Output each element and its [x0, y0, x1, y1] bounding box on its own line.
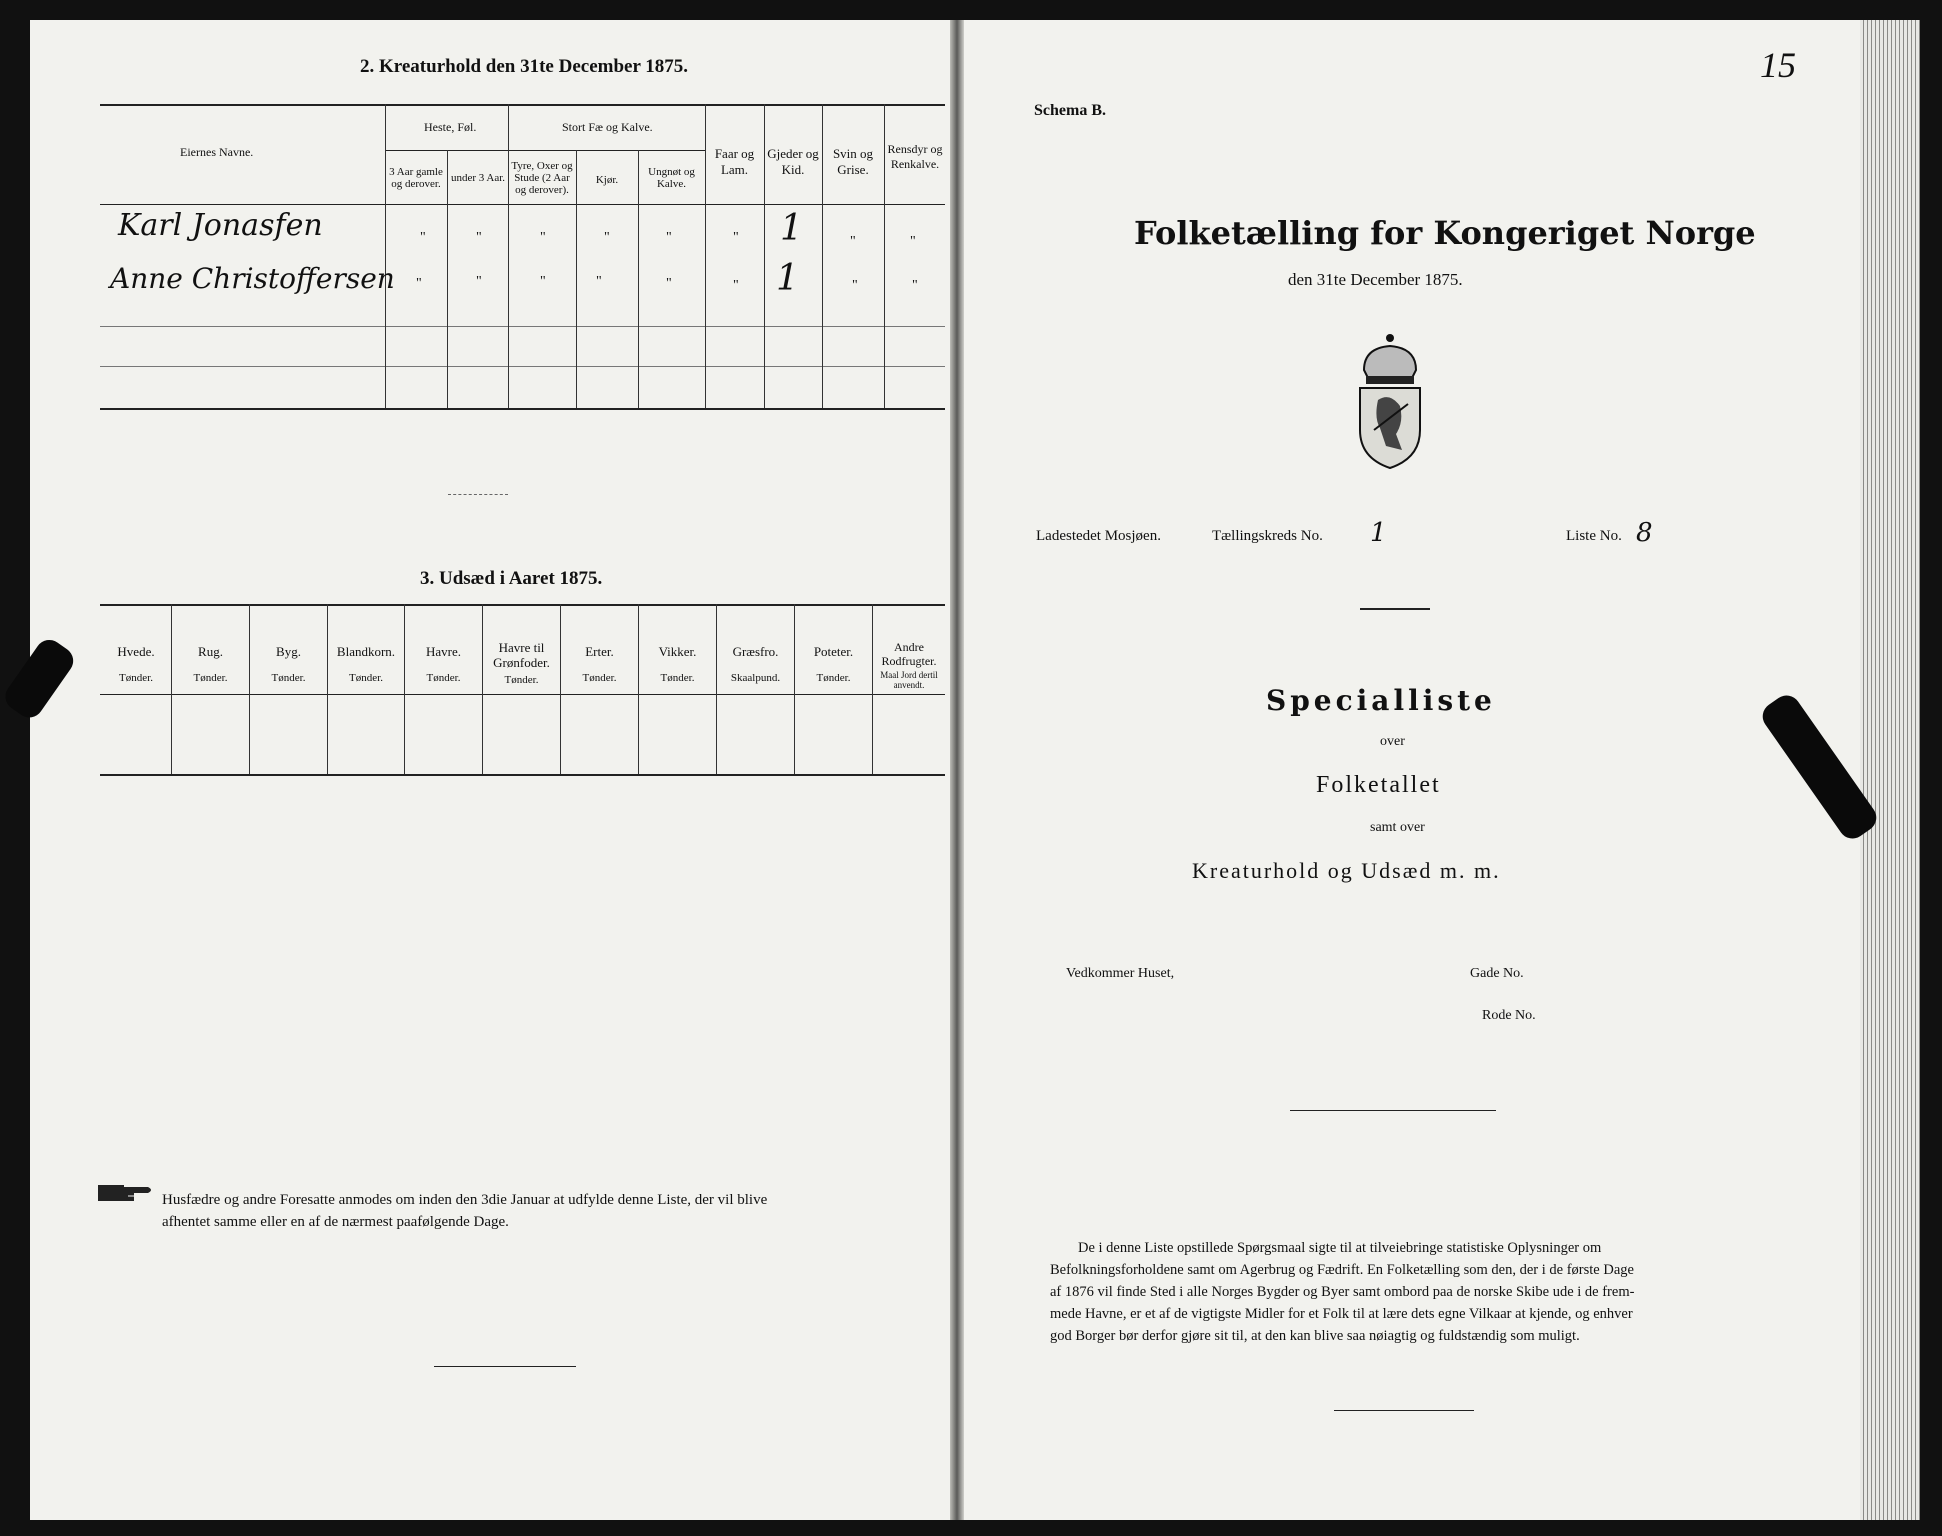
table2-col-divider: [705, 104, 706, 408]
book-spine: [950, 20, 964, 1520]
table3-col-divider: [560, 604, 561, 774]
table3-top-border: [100, 604, 945, 606]
folketallet-label: Folketallet: [1316, 772, 1441, 798]
row1-cell: ": [850, 234, 856, 249]
section3-title: 3. Udsæd i Aaret 1875.: [420, 568, 603, 589]
col-header-svin: Svin og Grise.: [832, 146, 874, 177]
col-header-gjeder: Gjeder og Kid.: [767, 146, 819, 177]
row2-cell: ": [912, 278, 918, 293]
table2-subgroup-line: [385, 150, 705, 151]
table2-col-divider: [385, 104, 386, 408]
kreds-value: 1: [1370, 518, 1387, 548]
udsaed-col-poteter: Poteter.: [813, 644, 854, 659]
row1-cell: ": [733, 230, 739, 245]
table3-col-divider: [872, 604, 873, 774]
right-bottom-rule: [1334, 1410, 1474, 1411]
row2-cell: ": [540, 274, 546, 289]
row2-cell: ": [476, 274, 482, 289]
left-page: [30, 20, 958, 1520]
udsaed-unit: Tønder.: [193, 672, 228, 684]
udsaed-col-andre-rodfrugter: Andre Rodfrugter.: [881, 640, 937, 668]
rode-label: Rode No.: [1482, 1008, 1536, 1023]
udsaed-unit: Tønder.: [660, 672, 695, 684]
table2-col-divider: [576, 150, 577, 408]
table2-col-divider: [508, 104, 509, 408]
census-date: den 31te December 1875.: [1288, 270, 1463, 289]
table2-col-divider: [764, 104, 765, 408]
notice-line-1: Husfædre og andre Foresatte anmodes om inden den 3die Januar at udfylde denne Liste, der vil blive: [162, 1192, 768, 1208]
table3-bottom-border: [100, 774, 945, 776]
schema-label: Schema B.: [1034, 102, 1106, 119]
pointing-hand-icon: [98, 1182, 156, 1204]
row1-cell: ": [604, 230, 610, 245]
faint-separator: [448, 494, 508, 495]
row2-cell: ": [666, 276, 672, 291]
row1-cell: ": [540, 230, 546, 245]
owner-name-1: Karl Jonasfen: [118, 208, 323, 243]
group-header-heste: Heste, Føl.: [424, 120, 477, 134]
udsaed-col-hvede: Hvede.: [117, 644, 155, 659]
col-header-tyre: Tyre, Oxer og Stude (2 Aar og derover).: [511, 160, 573, 196]
group-header-stort-fae: Stort Fæ og Kalve.: [562, 120, 653, 134]
table3-col-divider: [794, 604, 795, 774]
udsaed-unit: Tønder.: [426, 672, 461, 684]
table3-col-divider: [327, 604, 328, 774]
norway-coat-of-arms-icon: [1350, 330, 1430, 470]
row2-gjeder-value: 1: [776, 258, 799, 299]
udsaed-unit: Skaalpund.: [730, 672, 781, 684]
table2-row-line: [100, 326, 945, 327]
table2-col-divider: [447, 150, 448, 408]
right-rule: [1360, 608, 1430, 610]
place-label: Ladestedet Mosjøen.: [1036, 528, 1161, 544]
col-header-faar: Faar og Lam.: [714, 146, 755, 177]
udsaed-col-rug: Rug.: [198, 644, 223, 659]
liste-label: Liste No.: [1566, 528, 1622, 544]
col-header-kjor: Kjør.: [595, 174, 619, 186]
row1-cell: ": [910, 234, 916, 249]
notice-line-2: afhentet samme eller en af de nærmest paafølgende Dage.: [162, 1214, 509, 1230]
udsaed-unit: Tønder.: [349, 672, 383, 684]
table3-col-divider: [171, 604, 172, 774]
info-line-5: god Borger bør derfor gjøre sit til, at den kan blive saa nøiagtig og fuldstændig som muligt.: [1050, 1328, 1580, 1344]
kreaturhold-label: Kreaturhold og Udsæd m. m.: [1192, 858, 1501, 883]
table3-col-divider: [404, 604, 405, 774]
row1-cell: ": [476, 230, 482, 245]
table3-col-divider: [482, 604, 483, 774]
row2-cell: ": [733, 278, 739, 293]
table3-col-divider: [638, 604, 639, 774]
udsaed-col-graesfro: Græsfro.: [732, 644, 779, 659]
info-line-3: af 1876 vil finde Sted i alle Norges Bygder og Byer samt ombord paa de norske Skibe ude i de frem-: [1050, 1284, 1635, 1300]
udsaed-col-byg: Byg.: [276, 644, 301, 659]
table2-top-border: [100, 104, 945, 106]
col-header-rensdyr: Rensdyr og Renkalve.: [887, 142, 943, 171]
census-title: Folketælling for Kongeriget Norge: [1134, 214, 1756, 252]
row2-cell: ": [852, 278, 858, 293]
owner-header: Eiernes Navne.: [180, 145, 254, 159]
udsaed-col-vikker: Vikker.: [658, 644, 697, 659]
udsaed-unit: Tønder.: [504, 674, 539, 686]
col-header-under3: under 3 Aar.: [450, 172, 506, 184]
col-header-3aar: 3 Aar gamle og derover.: [389, 166, 443, 190]
info-line-1: De i denne Liste opstillede Spørgsmaal sigte til at tilveiebringe statistiske Oplysninger om: [1078, 1240, 1602, 1256]
row1-cell: ": [420, 230, 426, 245]
udsaed-col-blandkorn: Blandkorn.: [336, 644, 396, 659]
row2-cell: ": [416, 276, 422, 291]
table3-col-divider: [249, 604, 250, 774]
signature-line: [1290, 1110, 1496, 1111]
table3-col-divider: [716, 604, 717, 774]
kreds-label: Tællingskreds No.: [1212, 528, 1323, 544]
liste-value: 8: [1636, 518, 1653, 548]
udsaed-unit: Tønder.: [119, 672, 153, 684]
info-line-4: mede Havne, er et af de vigtigste Midler for et Folk til at lære dets egne Vilkaar at kjende, og enhver: [1050, 1306, 1633, 1322]
row1-cell: ": [666, 230, 672, 245]
udsaed-unit: Tønder.: [271, 672, 306, 684]
udsaed-col-havre-gronfoder: Havre til Grønfoder.: [493, 640, 550, 670]
table2-header-bottom: [100, 204, 945, 205]
udsaed-col-erter: Erter.: [585, 644, 614, 659]
udsaed-unit: Tønder.: [582, 672, 617, 684]
over-label: over: [1380, 734, 1405, 749]
table2-col-divider: [638, 150, 639, 408]
table2-bottom-border: [100, 408, 945, 410]
udsaed-col-havre: Havre.: [425, 644, 461, 659]
gade-label: Gade No.: [1470, 966, 1524, 981]
table3-header-bottom: [100, 694, 945, 695]
folio-number: 15: [1760, 45, 1796, 85]
page-edges: [1860, 20, 1920, 1520]
specialliste-title: Specialliste: [1266, 684, 1496, 717]
table2-row-line: [100, 366, 945, 367]
left-bottom-rule: [434, 1366, 576, 1367]
row1-gjeder-value: 1: [780, 208, 803, 249]
udsaed-unit: Maal Jord dertil anvendt.: [880, 670, 938, 690]
section2-title: 2. Kreaturhold den 31te December 1875.: [360, 56, 689, 77]
samt-over-label: samt over: [1370, 820, 1425, 835]
vedkommer-label: Vedkommer Huset,: [1066, 966, 1175, 981]
owner-name-2: Anne Christoffersen: [110, 262, 395, 295]
table2-col-divider: [884, 104, 885, 408]
col-header-ungnot: Ungnøt og Kalve.: [648, 166, 695, 190]
udsaed-unit: Tønder.: [816, 672, 851, 684]
row2-cell: ": [596, 274, 602, 289]
table2-col-divider: [822, 104, 823, 408]
info-line-2: Befolkningsforholdene samt om Agerbrug og Fædrift. En Folketælling som den, der i de første Dage: [1050, 1262, 1634, 1278]
